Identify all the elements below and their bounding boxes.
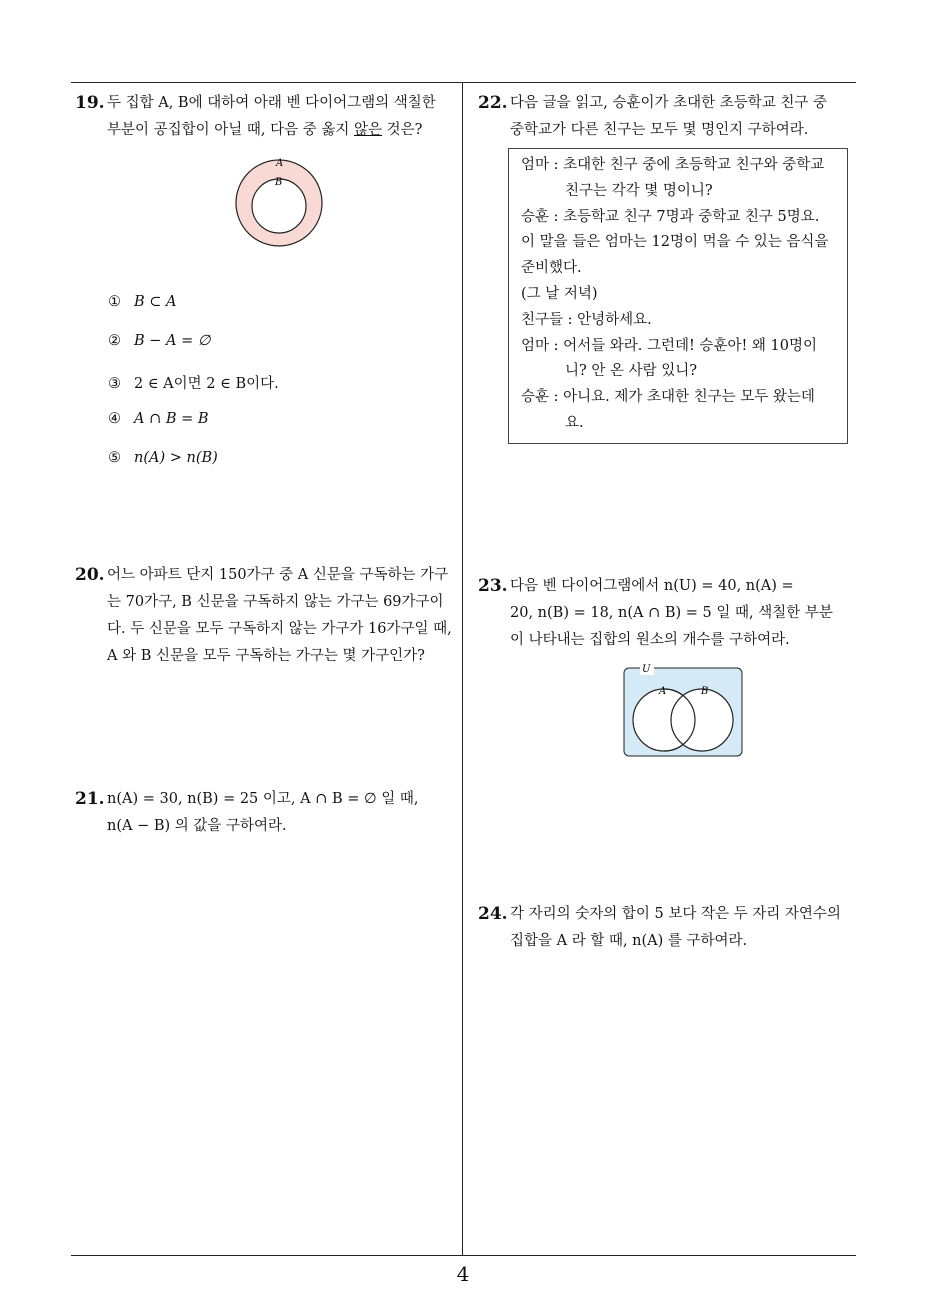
question-number: 20. <box>75 565 105 585</box>
choice-1[interactable]: ① B ⊂ A <box>108 294 177 310</box>
dialog-box <box>508 148 848 444</box>
question-text-line: A 와 B 신문을 모두 구독하는 가구는 몇 가구인가? <box>107 648 425 664</box>
question-text-line: 중학교가 다른 친구는 모두 몇 명인지 구하여라. <box>510 122 809 138</box>
set-b-circle <box>671 689 733 751</box>
choice-4[interactable]: ④ A ∩ B = B <box>108 411 209 427</box>
question-text-line: 부분이 공집합이 아닐 때, 다음 중 옳지 않은 것은? <box>107 122 423 138</box>
question-19 <box>75 90 460 144</box>
question-text-line: 어느 아파트 단지 150가구 중 A 신문을 구독하는 가구 <box>107 567 449 583</box>
question-23 <box>478 573 858 654</box>
label-a: A <box>659 686 667 697</box>
top-rule <box>71 82 856 83</box>
question-text-line: n(A − B) 의 값을 구하여라. <box>107 818 287 834</box>
question-text-line: 이 나타내는 집합의 원소의 개수를 구하여라. <box>510 632 790 648</box>
page-number: 4 <box>456 1262 470 1286</box>
question-number: 23. <box>478 576 508 596</box>
bottom-rule <box>71 1255 856 1256</box>
dialog-line: 친구는 각각 몇 명이니? <box>565 182 713 199</box>
question-number: 21. <box>75 789 105 809</box>
question-text-line: 는 70가구, B 신문을 구독하지 않는 가구는 69가구이 <box>107 594 444 610</box>
choice-2[interactable]: ② B − A = ∅ <box>108 333 211 349</box>
label-u: U <box>642 664 651 675</box>
dialog-line: 승훈 : 초등학교 친구 7명과 중학교 친구 5명요. <box>521 208 820 225</box>
label-b: B <box>701 686 709 697</box>
venn-diagram-two-sets <box>620 660 748 760</box>
question-text-line: n(A) = 30, n(B) = 25 이고, A ∩ B = ∅ 일 때, <box>107 791 419 807</box>
question-text-line: 다음 글을 읽고, 승훈이가 초대한 초등학교 친구 중 <box>510 95 828 111</box>
question-text-line: 두 집합 A, B에 대하여 아래 벤 다이어그램의 색칠한 <box>107 95 436 111</box>
label-a: A <box>276 158 284 169</box>
dialog-line: 요. <box>565 414 584 431</box>
dialog-line: 준비했다. <box>521 260 582 277</box>
dialog-line: 승훈 : 아니요. 제가 초대한 친구는 모두 왔는데 <box>521 389 815 406</box>
dialog-line: 엄마 : 초대한 친구 중에 초등학교 친구와 중학교 <box>521 157 825 173</box>
column-divider <box>462 82 463 1255</box>
question-24 <box>478 901 858 955</box>
question-number: 19. <box>75 93 105 113</box>
dialog-line: 이 말을 들은 엄마는 12명이 먹을 수 있는 음식을 <box>521 234 829 251</box>
dialog-line: (그 날 저녁) <box>521 285 598 302</box>
choice-5[interactable]: ⑤ n(A) > n(B) <box>108 450 218 466</box>
question-number: 24. <box>478 904 508 924</box>
question-22 <box>478 90 858 144</box>
emphasis-underline: 않은 <box>353 122 382 138</box>
question-text-line: 다음 벤 다이어그램에서 n(U) = 40, n(A) = <box>510 578 794 594</box>
dialog-line: 친구들 : 안녕하세요. <box>521 311 652 328</box>
venn-diagram-ring <box>230 155 330 247</box>
choice-3[interactable]: ③ 2 ∈ A이면 2 ∈ B이다. <box>108 376 279 392</box>
dialog-line: 엄마 : 어서들 와라. 그런데! 승훈아! 왜 10명이 <box>521 337 817 354</box>
label-b: B <box>275 177 283 188</box>
question-20 <box>75 562 460 670</box>
question-21 <box>75 786 460 840</box>
question-text-line: 20, n(B) = 18, n(A ∩ B) = 5 일 때, 색칠한 부분 <box>510 605 833 621</box>
question-text-line: 집합을 A 라 할 때, n(A) 를 구하여라. <box>510 933 748 949</box>
question-text-line: 다. 두 신문을 모두 구독하지 않는 가구가 16가구일 때, <box>107 621 452 637</box>
question-text-line: 각 자리의 숫자의 합이 5 보다 작은 두 자리 자연수의 <box>510 906 841 922</box>
question-number: 22. <box>478 93 508 113</box>
dialog-line: 니? 안 온 사람 있니? <box>565 363 698 380</box>
